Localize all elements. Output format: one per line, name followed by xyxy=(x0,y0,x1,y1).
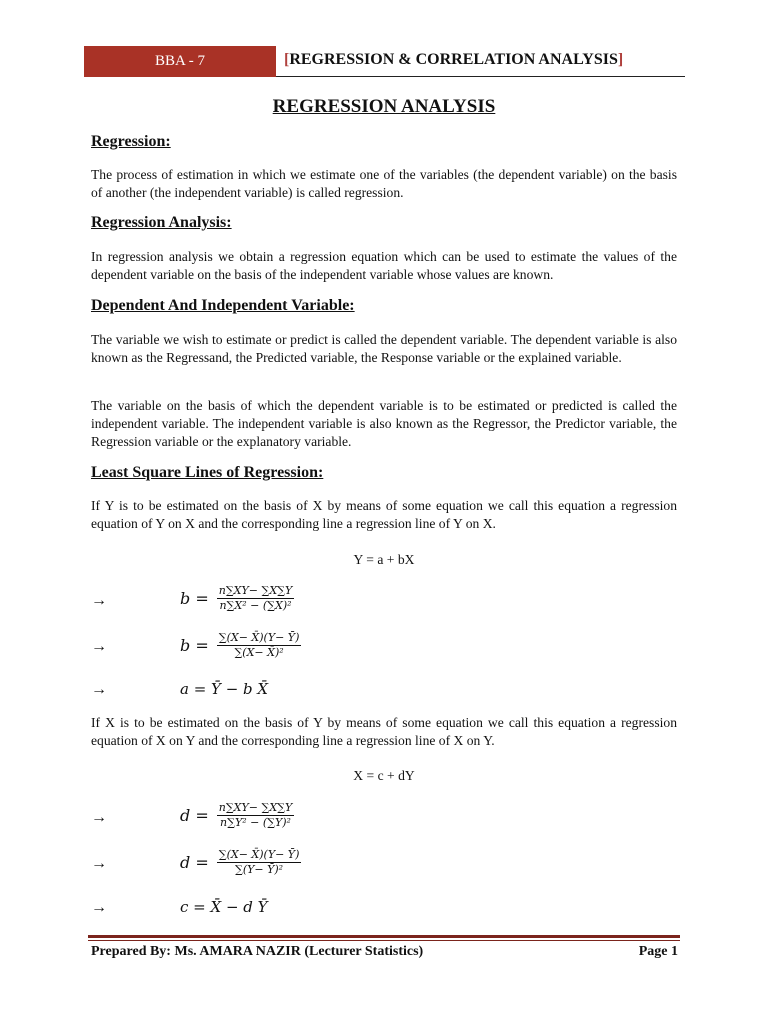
formula-c: c = X̄ − d Ȳ xyxy=(180,898,268,916)
formula-b-raw xyxy=(180,584,294,613)
paragraph-regression-analysis: In regression analysis we obtain a regression equation which can be used to estimate the values of the dependent variable on the basis of the independent variable whose values are known. xyxy=(91,249,677,282)
arrow-icon: → xyxy=(91,899,107,916)
arrow-icon: → xyxy=(91,638,107,655)
formula-b-deviation xyxy=(180,631,301,660)
heading-regression-analysis: Regression Analysis: xyxy=(91,214,232,231)
arrow-icon: → xyxy=(91,681,107,698)
numerator: n∑XY− ∑X∑Y xyxy=(218,801,293,814)
fraction xyxy=(217,584,295,613)
footer-author: Prepared By: Ms. AMARA NAZIR (Lecturer Statistics) xyxy=(91,944,424,959)
equation-x-on-y: X = c + dY xyxy=(353,768,415,783)
heading-dependent-independent: Dependent And Independent Variable: xyxy=(91,297,355,314)
denominator: n∑Y² − (∑Y)² xyxy=(220,816,291,829)
denominator: ∑(Y− Ȳ)² xyxy=(235,863,284,876)
arrow-icon: → xyxy=(91,592,107,609)
footer-rule-thin xyxy=(88,940,680,941)
paragraph-y-on-x: If Y is to be estimated on the basis of X by means of some equation we call this equation a regression equation of Y on X and the corresponding line a regression line of Y on X. xyxy=(91,498,677,531)
header-title-text: REGRESSION & CORRELATION ANALYSIS xyxy=(289,51,618,68)
formula-lhs: b = xyxy=(180,589,209,608)
fraction xyxy=(217,631,302,660)
formula-d-raw xyxy=(180,801,294,830)
footer-page-number: Page 1 xyxy=(638,944,678,959)
heading-regression: Regression: xyxy=(91,133,171,150)
formula-lhs: d = xyxy=(180,806,209,825)
numerator: ∑(X− X̄)(Y− Ȳ) xyxy=(218,848,300,861)
heading-least-square: Least Square Lines of Regression: xyxy=(91,464,324,481)
formula-a: a = Ȳ − b X̄ xyxy=(180,680,269,698)
paragraph-regression: The process of estimation in which we estimate one of the variables (the dependent variable) on the basis of another (the independent variable) is called regression. xyxy=(91,167,677,200)
arrow-icon: → xyxy=(91,809,107,826)
paragraph-independent-variable: The variable on the basis of which the dependent variable is to be estimated or predicted is called the independent variable. The independent variable is also known as the Regressor, the Predictor variable, the Regression variable or the explanatory variable. xyxy=(91,398,677,449)
paragraph-dependent-variable: The variable we wish to estimate or predict is called the dependent variable. The dependent variable is also known as the Regressand, the Predicted variable, the Response variable or the explained variable. xyxy=(91,332,677,365)
formula-lhs: d = xyxy=(180,853,209,872)
header-rule xyxy=(276,76,685,77)
fraction xyxy=(217,848,302,877)
header-course: BBA - 7 xyxy=(154,53,205,69)
page-title: REGRESSION ANALYSIS xyxy=(272,96,496,117)
fraction xyxy=(217,801,295,830)
formula-d-deviation xyxy=(180,848,301,877)
arrow-icon: → xyxy=(91,855,107,872)
bracket-close: ] xyxy=(617,51,624,68)
numerator: ∑(X− X̄)(Y− Ȳ) xyxy=(218,631,300,644)
denominator: ∑(X− X̄)² xyxy=(234,646,284,659)
header-title xyxy=(284,51,623,69)
equation-y-on-x: Y = a + bX xyxy=(353,552,415,567)
header-course-badge xyxy=(84,46,276,77)
paragraph-x-on-y: If X is to be estimated on the basis of Y by means of some equation we call this equation a regression equation of X on Y and the corresponding line a regression line of X on Y. xyxy=(91,715,677,748)
denominator: n∑X² − (∑X)² xyxy=(219,599,292,612)
formula-lhs: b = xyxy=(180,636,209,655)
bracket-open: [ xyxy=(284,51,290,68)
footer-rule-thick xyxy=(88,935,680,938)
numerator: n∑XY− ∑X∑Y xyxy=(218,584,293,597)
